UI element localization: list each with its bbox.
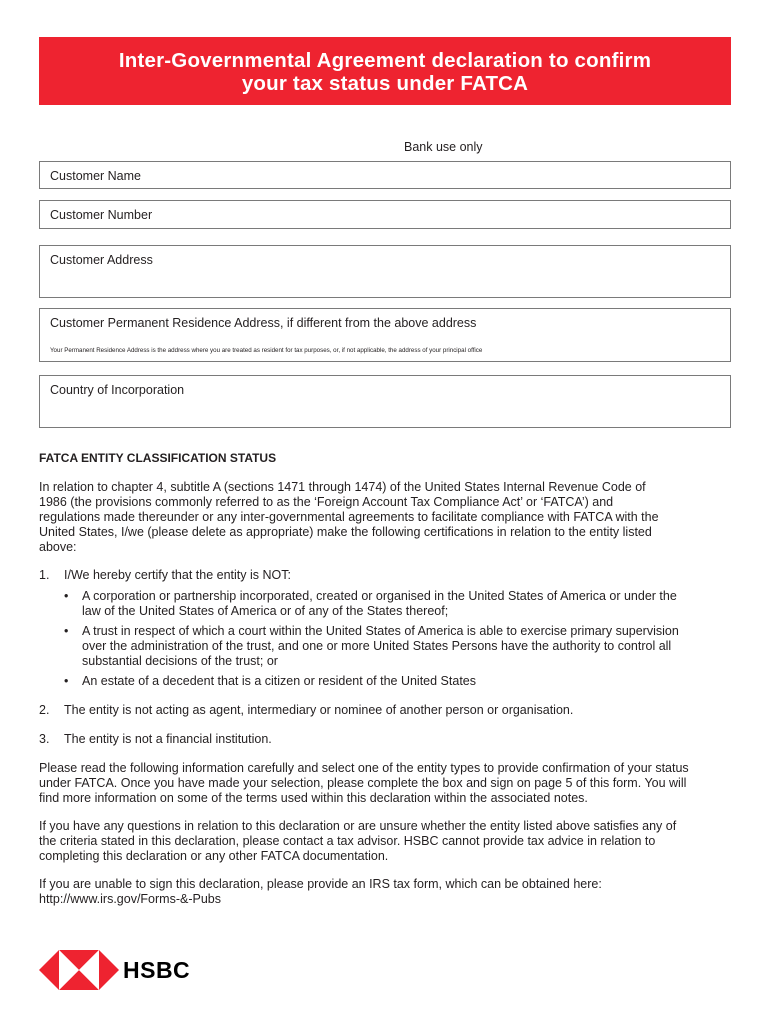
paragraph-line: the criteria stated in this declaration, please contact a tax advisor. HSBC cannot provide tax advice in relation to (39, 834, 656, 848)
item-3-text: The entity is not a financial institution. (64, 732, 272, 746)
questions-paragraph (39, 819, 731, 864)
customer-number-field[interactable] (39, 200, 731, 229)
customer-address-field[interactable] (39, 245, 731, 298)
paragraph-line: under FATCA. Once you have made your selection, please complete the box and sign on page 5 of this form. You will (39, 776, 687, 790)
customer-address-label: Customer Address (50, 253, 153, 267)
form-title-line-1: Inter-Governmental Agreement declaration to confirm (118, 49, 652, 72)
permanent-residence-address-note: Your Permanent Residence Address is the address where you are treated as resident for tax purposes, or, if not applicable, the address of your principal office (50, 347, 483, 354)
paragraph-line: completing this declaration or any other FATCA documentation. (39, 849, 389, 863)
bullet-item-3 (82, 674, 732, 689)
intro-line: In relation to chapter 4, subtitle A (sections 1471 through 1474) of the United States Internal Revenue Code of (39, 480, 646, 494)
hsbc-wordmark: HSBC (123, 957, 191, 983)
bullet-line: substantial decisions of the trust; or (82, 654, 278, 668)
bullet-marker: • (64, 589, 69, 603)
intro-paragraph (39, 480, 731, 555)
paragraph-line: Please read the following information carefully and select one of the entity types to provide confirmation of your status (39, 761, 689, 775)
permanent-residence-address-field[interactable] (39, 308, 731, 362)
hsbc-hexagon-logo-icon (39, 950, 119, 990)
paragraph-line: If you have any questions in relation to this declaration or are unsure whether the entity listed above satisfies any of (39, 819, 677, 833)
item-1-number: 1. (39, 568, 50, 582)
bullet-line: A corporation or partnership incorporated, created or organised in the United States of America or under the (82, 589, 677, 603)
bank-use-only-label: Bank use only (404, 140, 483, 154)
permanent-residence-address-label: Customer Permanent Residence Address, if different from the above address (50, 316, 477, 330)
intro-line: United States, I/we (please delete as appropriate) make the following certifications in relation to the entity listed (39, 525, 652, 539)
bullet-marker: • (64, 624, 69, 638)
bullet-item-1 (82, 589, 732, 619)
bullet-line: An estate of a decedent that is a citizen or resident of the United States (82, 674, 476, 688)
item-3-number: 3. (39, 732, 50, 746)
irs-forms-link[interactable]: http://www.irs.gov/Forms-&-Pubs (39, 892, 221, 906)
bullet-line: over the administration of the trust, and one or more United States Persons have the authority to control all (82, 639, 672, 653)
country-of-incorporation-label: Country of Incorporation (50, 383, 185, 397)
form-title-banner (39, 37, 731, 105)
customer-number-label: Customer Number (50, 208, 153, 222)
intro-line: regulations made thereunder or any inter-governmental agreements to facilitate compliance with FATCA with the (39, 510, 659, 524)
section-heading: FATCA ENTITY CLASSIFICATION STATUS (39, 451, 277, 465)
irs-form-paragraph (39, 877, 731, 907)
form-title-line-2: your tax status under FATCA (241, 72, 529, 95)
instructions-paragraph (39, 761, 731, 806)
country-of-incorporation-field[interactable] (39, 375, 731, 428)
intro-line: above: (39, 540, 77, 554)
item-2-number: 2. (39, 703, 50, 717)
bullet-marker: • (64, 674, 69, 688)
bullet-line: law of the United States of America or of any of the States thereof; (82, 604, 449, 618)
customer-name-field[interactable] (39, 161, 731, 189)
intro-line: 1986 (the provisions commonly referred to as the ‘Foreign Account Tax Compliance Act’ or ‘FATCA’) and (39, 495, 614, 509)
paragraph-line: find more information on some of the terms used within this declaration within the associated notes. (39, 791, 588, 805)
customer-name-label: Customer Name (50, 169, 141, 183)
item-2-text: The entity is not acting as agent, intermediary or nominee of another person or organisation. (64, 703, 574, 717)
bullet-line: A trust in respect of which a court within the United States of America is able to exercise primary supervision (82, 624, 679, 638)
paragraph-line: If you are unable to sign this declaration, please provide an IRS tax form, which can be obtained here: (39, 877, 602, 891)
bullet-item-2 (82, 624, 732, 669)
item-1-text: I/We hereby certify that the entity is NOT: (64, 568, 291, 582)
